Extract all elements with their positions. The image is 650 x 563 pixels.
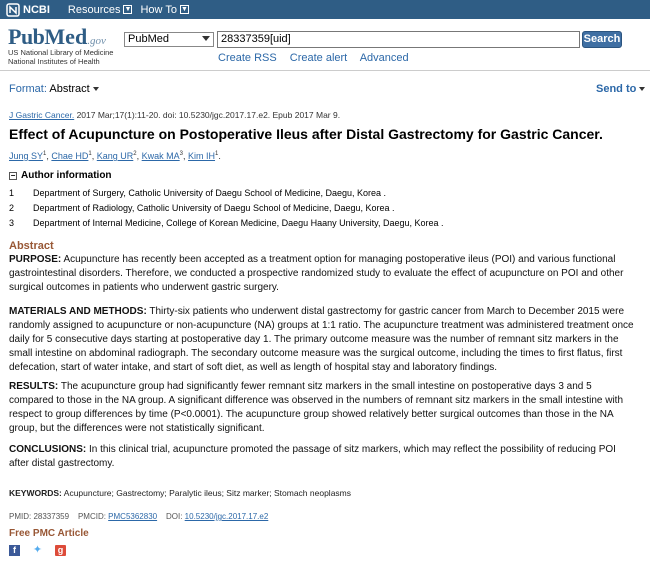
ncbi-top-bar: [0, 0, 650, 19]
nih-label: National Institutes of Health: [8, 57, 100, 66]
author-affil-ref: 2: [133, 151, 137, 157]
affiliation-number: 3: [9, 218, 15, 228]
pmcid-link[interactable]: PMC5362830: [108, 512, 158, 521]
logo-gov: .gov: [87, 35, 106, 47]
author-affil-ref: 1: [43, 151, 47, 157]
pmid: PMID: 28337359: [9, 512, 70, 521]
facebook-icon[interactable]: f: [9, 545, 20, 556]
author-link[interactable]: Chae HD: [51, 151, 89, 161]
section-label: RESULTS:: [9, 381, 59, 392]
format-label: Format:: [9, 83, 47, 95]
header-divider: [0, 70, 650, 71]
abstract-results: [9, 380, 637, 436]
collapse-icon: −: [10, 170, 16, 180]
citation-line: [9, 110, 340, 120]
author-information-toggle[interactable]: [9, 170, 112, 181]
dropdown-arrow-icon: [202, 36, 210, 41]
resources-menu[interactable]: Resources: [67, 3, 121, 16]
author-link[interactable]: Kim IH: [188, 151, 216, 161]
free-pmc-article-label: Free PMC Article: [9, 528, 89, 539]
affiliation-item: [9, 203, 395, 213]
create-rss-link[interactable]: Create RSS: [218, 52, 277, 64]
chevron-down-icon[interactable]: ▼: [124, 6, 132, 13]
keywords-text: Acupuncture; Gastrectomy; Paralytic ileus; Sitz marker; Stomach neoplasms: [61, 488, 352, 498]
abstract-heading: Abstract: [9, 240, 54, 252]
format-value: Abstract: [49, 83, 90, 95]
format-menu[interactable]: [9, 83, 99, 95]
doi-link[interactable]: 10.5230/jgc.2017.17.e2: [184, 512, 269, 521]
google-plus-icon[interactable]: g: [55, 545, 66, 556]
caret-down-icon: [639, 87, 645, 91]
affiliation-text: Department of Radiology, Catholic University of Daegu School of Medicine, Daegu, Korea .: [33, 203, 395, 213]
author-affil-ref: 3: [179, 151, 184, 157]
chevron-down-icon[interactable]: ▼: [180, 6, 188, 13]
author-link[interactable]: Kwak MA: [141, 151, 180, 161]
search-input[interactable]: 28337359[uid]: [217, 31, 580, 48]
section-text: Thirty-six patients who underwent distal gastrectomy for gastric cancer from March to December 2015 were randomly assigned to acupuncture or non-acupuncture (NA) groups at 1:1 ratio. The acupuncture treatment was administered treatment once daily for 5 consecutive days starting at postoperative day 1. The primary outcome measure was the number of remnant sitz markers in the small intestine on abdominal radiograph. The secondary outcome measure was the surgical outcome, including the times to first flatus, first defecation, start of water intake, and start of soft diet, as well as length of hospital stay and laboratory findings.: [9, 306, 634, 373]
affiliation-item: [9, 188, 386, 198]
database-select-value: PubMed: [128, 33, 169, 45]
database-select[interactable]: [124, 32, 214, 47]
search-button[interactable]: Search: [582, 31, 622, 48]
pmcid-label: PMCID:: [77, 512, 106, 521]
nlm-subtitle: [8, 48, 113, 66]
section-label: PURPOSE:: [9, 254, 62, 265]
article-title: Effect of Acupuncture on Postoperative Ileus after Distal Gastrectomy for Gastric Cancer.: [9, 126, 603, 142]
ncbi-brand: NCBI: [23, 3, 50, 16]
pubmed-header: [0, 19, 650, 67]
affiliation-text: Department of Internal Medicine, College of Korean Medicine, Daegu Haany University, Daegu, Korea .: [33, 218, 444, 228]
section-label: MATERIALS AND METHODS:: [9, 306, 147, 317]
logo-pub: Pub: [8, 24, 45, 49]
citation-details: 2017 Mar;17(1):11-20. doi: 10.5230/jgc.2017.17.e2. Epub 2017 Mar 9.: [76, 110, 341, 120]
section-label: CONCLUSIONS:: [9, 444, 87, 455]
social-share: [9, 545, 78, 556]
section-text: Acupuncture has recently been accepted as a treatment option for managing postoperative ileus (POI) and various functional gastrointestinal disorders. Therefore, we conducted a prospective randomized study to evaluate the effect of acupuncture on POI and other surgical outcomes in patients who underwent gastric surgery.: [9, 254, 624, 293]
author-list: Jung $SY^1$, Chae $HD^1$, Kang $UR^2$, Kwak $MA^3$, Kim $IH^1$.: [9, 151, 221, 161]
send-to-label: Send to: [596, 83, 637, 95]
pubmed-logo[interactable]: [8, 24, 106, 50]
author-link[interactable]: Kang UR: [96, 151, 134, 161]
identifiers: [9, 512, 268, 521]
ncbi-logo[interactable]: [6, 3, 50, 17]
abstract-conclusions: [9, 443, 637, 471]
author-affil-ref: 1: [215, 151, 219, 157]
create-alert-link[interactable]: Create alert: [289, 52, 348, 64]
author-information-label: Author information: [21, 170, 112, 181]
keywords: [9, 488, 351, 498]
ncbi-logo-icon: [6, 3, 20, 17]
nlm-label: US National Library of Medicine: [8, 48, 114, 57]
affiliation-text: Department of Surgery, Catholic University of Daegu School of Medicine, Daegu, Korea .: [33, 188, 387, 198]
keywords-label: KEYWORDS:: [9, 488, 62, 498]
abstract-purpose: [9, 253, 637, 295]
abstract-methods: [9, 305, 637, 375]
doi-label: DOI:: [165, 512, 183, 521]
journal-link[interactable]: J Gastric Cancer.: [9, 110, 75, 120]
caret-down-icon: [93, 87, 99, 91]
logo-med: Med: [44, 24, 88, 49]
send-to-menu[interactable]: [596, 83, 645, 95]
author-affil-ref: 1: [88, 151, 92, 157]
section-text: In this clinical trial, acupuncture promoted the passage of sitz markers, which may reflect the possibility of reducing POI after distal gastrectomy.: [9, 444, 616, 469]
affiliation-number: 1: [9, 188, 15, 198]
section-text: The acupuncture group had significantly fewer remnant sitz markers in the small intestine on postoperative days 3 and 5 compared to those in the NA group. A significant difference was observed in the numbers of remnant sitz markers in the small intestine with respect to group differences by time (P<0.0001). The acupuncture group showed relatively better surgical outcomes than those in the NA group, but the differences were not statistically significant.: [9, 381, 624, 434]
advanced-link[interactable]: Advanced: [359, 52, 409, 64]
how-to-menu[interactable]: How To: [140, 3, 177, 16]
affiliation-number: 2: [9, 203, 15, 213]
affiliation-item: [9, 218, 444, 228]
author-link[interactable]: Jung SY: [9, 151, 44, 161]
twitter-icon[interactable]: ✦: [32, 544, 43, 556]
